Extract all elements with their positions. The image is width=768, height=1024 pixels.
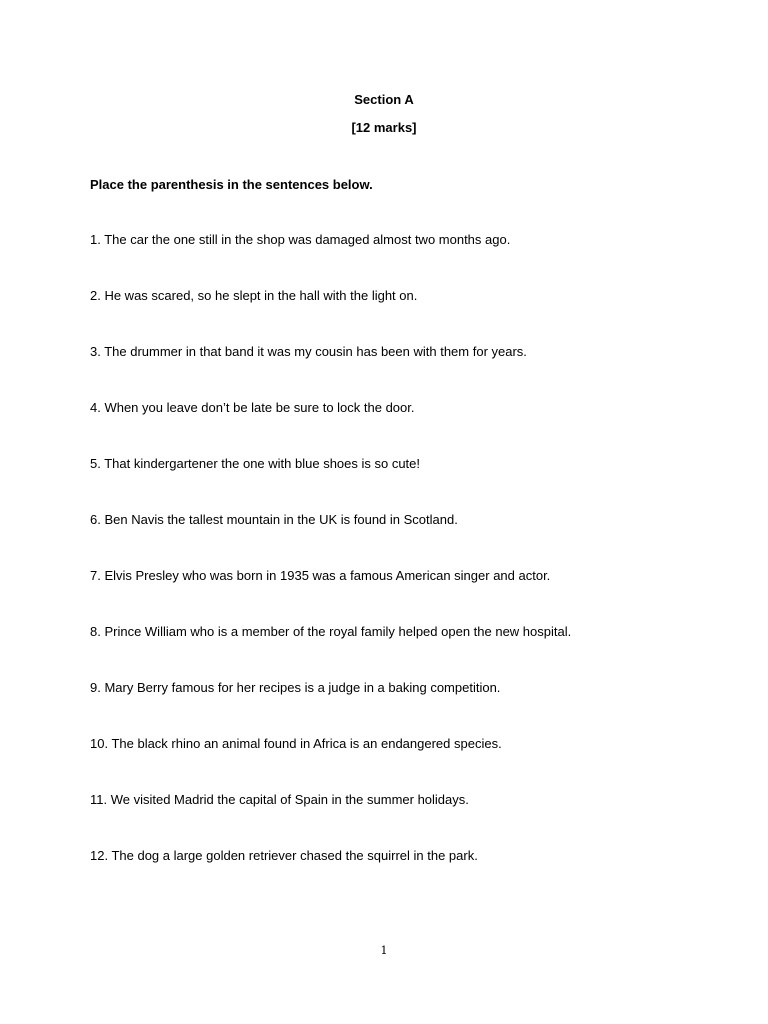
question-item: 9. Mary Berry famous for her recipes is a judge in a baking competition. (90, 680, 501, 695)
question-item: 4. When you leave don’t be late be sure to lock the door. (90, 400, 415, 415)
question-item: 2. He was scared, so he slept in the hall with the light on. (90, 288, 418, 303)
question-item: 6. Ben Navis the tallest mountain in the UK is found in Scotland. (90, 512, 458, 527)
question-item: 12. The dog a large golden retriever chased the squirrel in the park. (90, 848, 478, 863)
question-item: 3. The drummer in that band it was my cousin has been with them for years. (90, 344, 527, 359)
page-number: 1 (380, 944, 388, 957)
section-title: Section A (354, 92, 414, 107)
question-item: 1. The car the one still in the shop was damaged almost two months ago. (90, 232, 511, 247)
instruction-text: Place the parenthesis in the sentences below. (90, 177, 373, 192)
section-marks: [12 marks] (351, 120, 417, 135)
question-item: 11. We visited Madrid the capital of Spain in the summer holidays. (90, 792, 469, 807)
question-item: 10. The black rhino an animal found in Africa is an endangered species. (90, 736, 502, 751)
question-list (90, 232, 730, 904)
question-item: 7. Elvis Presley who was born in 1935 was a famous American singer and actor. (90, 568, 551, 583)
question-item: 8. Prince William who is a member of the royal family helped open the new hospital. (90, 624, 572, 639)
question-item: 5. That kindergartener the one with blue shoes is so cute! (90, 456, 421, 471)
